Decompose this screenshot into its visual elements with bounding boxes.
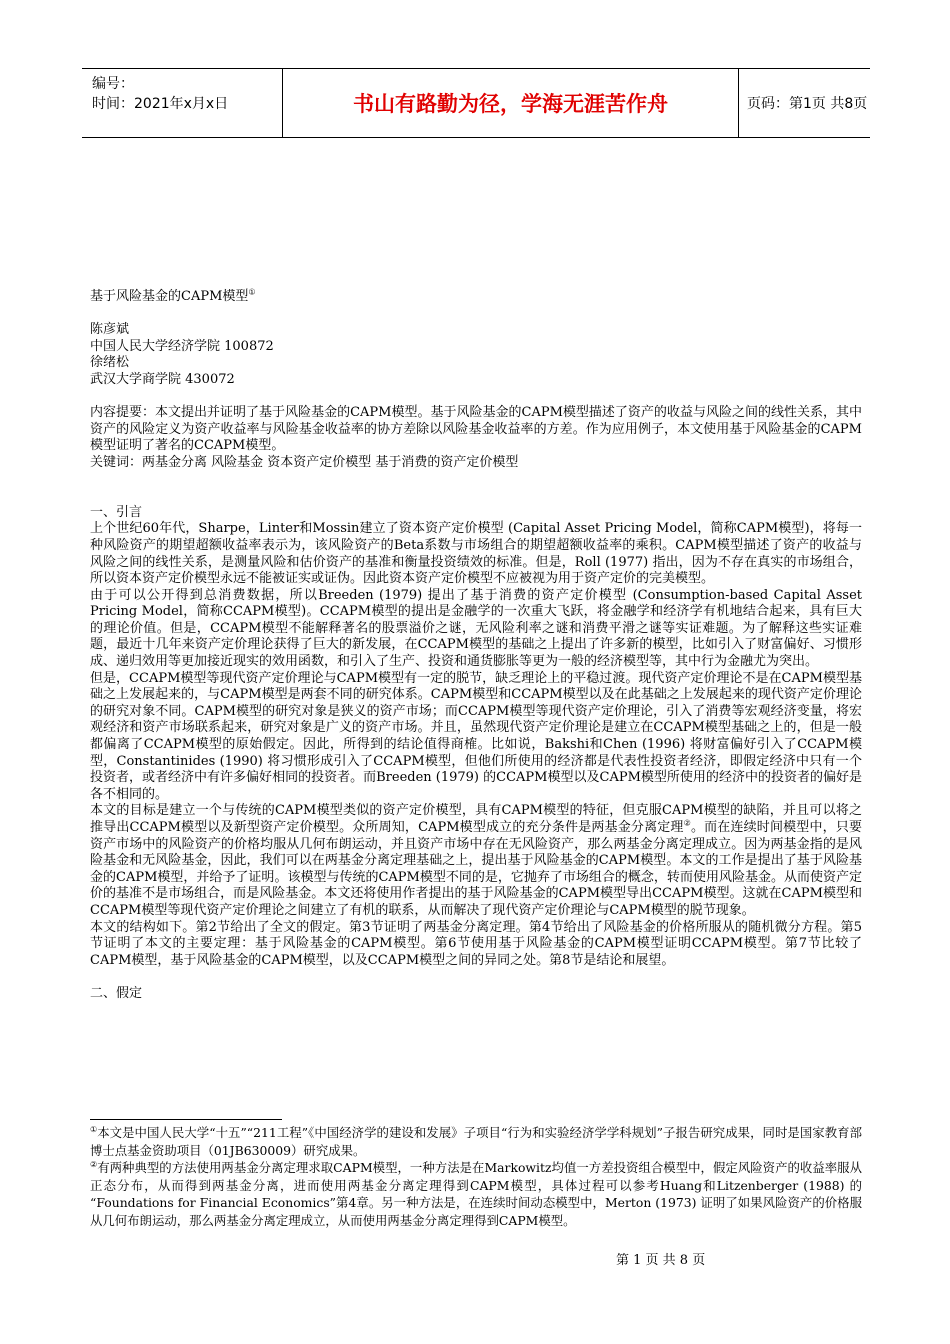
keywords: 关键词：两基金分离 风险基金 资本资产定价模型 基于消费的资产定价模型 [90, 454, 519, 470]
paper-title: 基于风险基金的CAPM模型① [90, 287, 256, 304]
footnote-divider [90, 1119, 282, 1120]
body-paragraph: 上个世纪60年代，Sharpe，Linter和Mossin建立了资本资产定价模型 (Capital Asset Pricing Model，简称CAPM模型)，将每一种风险资产的期望超额收益率表示为，该风险资产的Beta系数与市场组合的期望超额收益率的乘积。CAPM模型描述了资产的收益与风险之间的线性关系，是测量风险和估价资产的基准和衡量投资绩效的标准。但是，Roll (1977) 指出，因为不存在真实的市场组合，所以资本资产定价模型永远不能被证实或证伪。因此资本资产定价模型不应被视为用于资产定价的完美模型。 [90, 521, 862, 587]
abstract: 内容提要：本文提出并证明了基于风险基金的CAPM模型。基于风险基金的CAPM模型描述了资产的收益与风险之间的线性关系，其中资产的风险定义为资产收益率与风险基金收益率的协方差除以风险基金收益率的方差。作为应用例子，本文使用基于风险基金的CAPM模型证明了著名的CCAPM模型。 [90, 405, 862, 454]
author-name: 陈彦斌 [90, 322, 130, 338]
author-name: 徐绪松 [90, 355, 130, 371]
body-paragraph: 本文的目标是建立一个与传统的CAPM模型类似的资产定价模型，具有CAPM模型的特征，但克服CAPM模型的缺陷，并且可以将之推导出CCAPM模型以及新型资产定价模型。众所周知，CAPM模型成立的充分条件是两基金分离定理②。而在连续时间模型中，只要资产市场中的风险资产的价格均服从几何布朗运动，并且资产市场中存在无风险资产，那么两基金分离定理成立。因为两基金指的是风险基金和无风险基金，因此，我们可以在两基金分离定理基础之上，提出基于风险基金的CAPM模型。本文的工作是提出了基于风险基金的CAPM模型，并给予了证明。该模型与传统的CAPM模型不同的是，它抛弃了市场组合的概念，转而使用风险基金。从而使资产定价的基准不是市场组合，而是风险基金。本文还将使用作者提出的基于风险基金的CAPM模型导出CCAPM模型。这就在CAPM模型和CCAPM模型等现代资产定价理论之间建立了有机的联系，从而解决了现代资产定价理论与CAPM模型的脱节现象。 [90, 803, 862, 918]
header-meta [82, 69, 282, 137]
body-paragraph: 但是，CCAPM模型等现代资产定价理论与CAPM模型有一定的脱节，缺乏理论上的平稳过渡。现代资产定价理论不是在CAPM模型基础之上发展起来的，与CAPM模型是两套不同的研究体系。CAPM模型和CCAPM模型以及在此基础之上发展起来的现代资产定价理论的研究对象不同。CAPM模型的研究对象是狭义的资产市场；而CCAPM模型等现代资产定价理论，引入了消费等宏观经济变量，将宏观经济和资产市场联系起来，研究对象是广义的资产市场。并且，虽然现代资产定价理论是建立在CCAPM模型基础之上的，但是一般都偏离了CCAPM模型的原始假定。因此，所得到的结论值得商榷。比如说，Bakshi和Chen (1996) 将财富偏好引入了CCAPM模型，Constantinides (1990) 将习惯形成引入了CCAPM模型，但他们所使用的经济都是代表性投资者经济，即假定经济中只有一个投资者，或者经济中有许多偏好相同的投资者。而Breeden (1979) 的CCAPM模型以及CAPM模型所使用的经济中的投资者的偏好是各不相同的。 [90, 670, 862, 802]
page-footer: 第 1 页 共 8 页 [616, 1253, 706, 1268]
page-header [82, 68, 870, 138]
header-motto: 书山有路勤为径，学海无涯苦作舟 [282, 69, 739, 137]
section-heading: 二、假定 [90, 985, 143, 1001]
title-footnote-marker[interactable]: ① [248, 287, 256, 297]
section-heading: 一、引言 [90, 504, 143, 520]
body-paragraph: 由于可以公开得到总消费数据，所以Breeden (1979) 提出了基于消费的资产定价模型 (Consumption-based Capital Asset Pricing Model，简称CCAPM模型)。CCAPM模型的提出是金融学的一次重大飞跃，将金融学和经济学有机地结合起来，具有巨大的理论价值。但是，CCAPM模型不能解释著名的股票溢价之谜，无风险利率之谜和消费平滑之谜等实证难题。为了解释这些实证难题，最近十几年来资产定价理论获得了巨大的新发展，在CCAPM模型的基础之上提出了许多新的模型，比如引入了财富偏好、习惯形成、递归效用等更加接近现实的效用函数，和引入了生产、投资和通货膨胀等更为一般的经济模型等，其中行为金融尤为突出。 [90, 587, 862, 670]
body-paragraph: 本文的结构如下。第2节给出了全文的假定。第3节证明了两基金分离定理。第4节给出了风险基金的价格所服从的随机微分方程。第5节证明了本文的主要定理：基于风险基金的CAPM模型。第6节使用基于风险基金的CAPM模型证明CCAPM模型。第7节比较了CAPM模型，基于风险基金的CAPM模型，以及CCAPM模型之间的异同之处。第8节是结论和展望。 [90, 919, 862, 968]
footnote-marker[interactable]: ② [683, 818, 691, 828]
author-affiliation: 中国人民大学经济学院 100872 [90, 338, 274, 354]
doc-time-label: 时间：2021年x月x日 [92, 96, 229, 112]
footnote-item: ①本文是中国人民大学“十五”“211工程”《中国经济学的建设和发展》子项目“行为和实验经济学学科规划”子报告研究成果，同时是国家教育部博士点基金资助项目（01JB630009）研究成果。 [90, 1124, 862, 1158]
footnotes [90, 1124, 862, 1230]
paper-body [90, 289, 862, 1003]
author-affiliation: 武汉大学商学院 430072 [90, 371, 235, 387]
footnote-item: ②有两种典型的方法使用两基金分离定理求取CAPM模型，一种方法是在Markowitz均值一方差投资组合模型中，假定风险资产的收益率服从正态分布，从而得到两基金分离，进而使用两基金分离定理得到CAPM模型，具体过程可以参考Huang和Litzenberger (1988) 的 “Foundations for Financial Economics”第4章。另一种方法是，在连续时间动态模型中，Merton (1973) 证明了如果风险资产的价格服从几何布朗运动，那么两基金分离定理成立，从而使用两基金分离定理得到CAPM模型。 [90, 1160, 862, 1228]
doc-number-label: 编号： [92, 76, 134, 92]
header-page-info: 页码：第1页 共8页 [747, 96, 868, 112]
